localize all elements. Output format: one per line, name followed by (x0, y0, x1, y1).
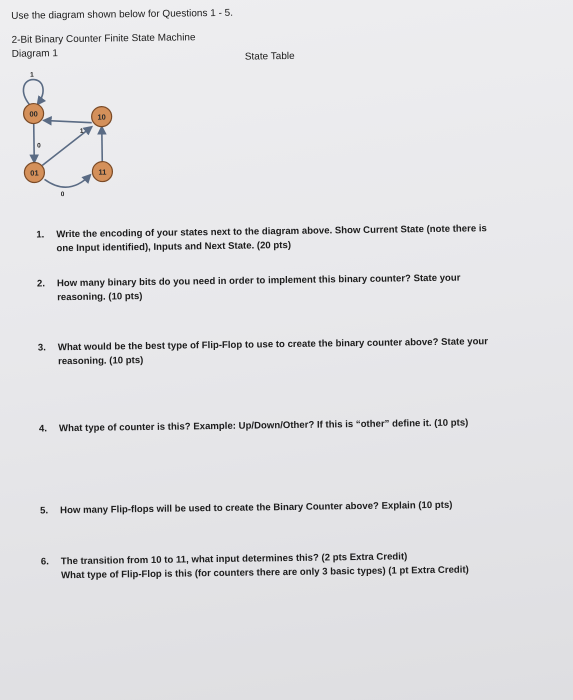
question-text: one Input identified), Inputs and Next State. (20 pts) (56, 239, 292, 255)
question-text: How many Flip-flops will be used to create the Binary Counter above? Explain (10 pts) (60, 499, 453, 517)
question-number: 3. (37, 342, 46, 354)
question-text: What would be the best type of Flip-Flop to use to create the binary counter above? State your (57, 336, 489, 354)
edge-00-to-01 (34, 124, 35, 163)
question-item (40, 498, 540, 517)
edge-10-to-00 (44, 120, 92, 124)
question-item (38, 416, 539, 435)
state-00-label: 00 (29, 109, 38, 119)
instructions-text: Use the diagram shown below for Questions 1 - 5. (11, 7, 234, 22)
state-10 (91, 106, 111, 126)
state-table-label: State Table (244, 50, 295, 63)
edge-label-00-to-01: 0 (36, 142, 41, 150)
state-10-label: 10 (97, 112, 106, 122)
question-item (36, 222, 536, 255)
question-text: What type of counter is this? Example: Up/Down/Other? If this is “other” define it. (10 pts) (58, 417, 469, 435)
question-number: 2. (36, 278, 46, 290)
state-01 (24, 162, 44, 182)
state-00 (23, 103, 43, 123)
question-text: What type of Flip-Flop is this (for counters there are only 3 basic types) (1 pt Extra Credit) (60, 564, 469, 582)
question-item (36, 271, 537, 304)
question-item (37, 335, 538, 368)
question-number: 5. (40, 505, 49, 517)
edge-label-self-loop: 1 (30, 71, 34, 79)
question-number: 4. (38, 423, 48, 435)
state-11 (92, 161, 112, 181)
question-text: The transition from 10 to 11, what input determines this? (2 pts Extra Credit) (60, 551, 408, 568)
question-text: Write the encoding of your states next to the diagram above. Show Current State (note there is (56, 223, 487, 241)
state-machine-diagram (5, 64, 127, 206)
question-text: How many binary bits do you need in order to implement this binary counter? State your (56, 272, 461, 290)
self-loop-edge-00 (23, 79, 43, 104)
question-number: 1. (36, 229, 45, 241)
state-01-label: 01 (30, 168, 39, 178)
edge-label-01-to-11: 0 (60, 191, 65, 199)
edge-01-to-11 (44, 175, 90, 188)
diagram-title: 2-Bit Binary Counter Finite State Machine (11, 32, 196, 46)
question-text: reasoning. (10 pts) (57, 355, 144, 368)
diagram-label: Diagram 1 (11, 48, 58, 60)
edge-label-11-to-10: 1 (79, 127, 84, 135)
question-item (40, 549, 541, 582)
state-11-label: 11 (98, 167, 107, 177)
question-number: 6. (40, 556, 49, 568)
edge-01-to-10 (42, 127, 93, 166)
question-text: reasoning. (10 pts) (57, 291, 143, 304)
